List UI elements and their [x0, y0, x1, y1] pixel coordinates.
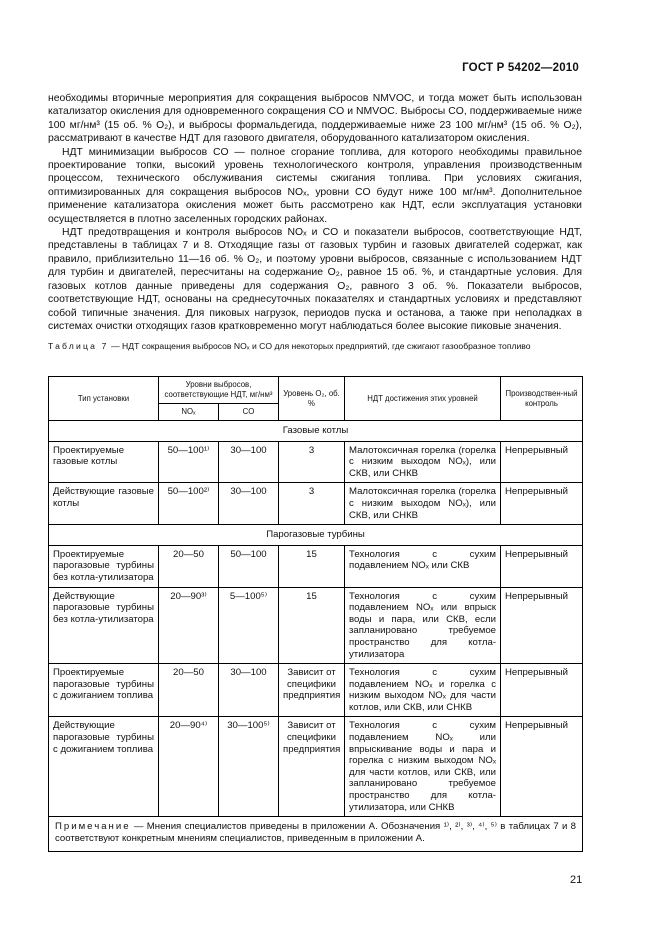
emissions-table	[48, 376, 583, 852]
table-row	[49, 545, 583, 587]
header-o2: Уровень O₂, об. %	[279, 377, 345, 421]
cell-ndt: Технология с сухим подавлением NOₓ и горелка с низким выходом NOₓ для части котлов, или СКВ, или СНКВ	[345, 664, 501, 717]
section-title-boilers: Газовые котлы	[49, 421, 583, 442]
cell-o2: 3	[279, 483, 345, 525]
cell-co: 30—100	[219, 664, 279, 717]
body-text	[48, 92, 582, 333]
cell-nox: 50—100¹⁾	[159, 441, 219, 483]
cell-control: Непрерывный	[501, 664, 583, 717]
cell-ndt: Технология с сухим подавлением NOₓ или впрыскивание воды и пара и горелка с низким выходом NOₓ для части котлов, или СКВ, или запланировано требуемое пространство для котла-утилизатора, или СНКВ	[345, 717, 501, 817]
table-caption-label: Таблица 7	[48, 341, 109, 351]
cell-ndt: Технология с сухим подавлением NOₓ или СКВ	[345, 545, 501, 587]
table-row	[49, 717, 583, 817]
header-type: Тип установки	[49, 377, 159, 421]
cell-co: 30—100	[219, 483, 279, 525]
header-control: Производствен-ный контроль	[501, 377, 583, 421]
cell-co: 50—100	[219, 545, 279, 587]
cell-nox: 20—50	[159, 664, 219, 717]
cell-o2: 15	[279, 545, 345, 587]
cell-control: Непрерывный	[501, 545, 583, 587]
table-caption	[48, 341, 582, 352]
cell-co: 30—100	[219, 441, 279, 483]
cell-o2: Зависит от специфики предприятия	[279, 664, 345, 717]
cell-o2: 15	[279, 587, 345, 664]
cell-nox: 20—90⁴⁾	[159, 717, 219, 817]
cell-co: 30—100⁵⁾	[219, 717, 279, 817]
cell-nox: 50—100²⁾	[159, 483, 219, 525]
header-nox: NOₓ	[159, 404, 219, 421]
cell-co: 5—100⁵⁾	[219, 587, 279, 664]
cell-ndt: Технология с сухим подавлением NOₓ или впрыск воды и пара, или СКВ, если запланировано требуемое пространство для котла-утилизатора	[345, 587, 501, 664]
cell-o2: 3	[279, 441, 345, 483]
table-row	[49, 441, 583, 483]
cell-control: Непрерывный	[501, 441, 583, 483]
table-row	[49, 483, 583, 525]
cell-type: Проектируемые парогазовые турбины с дожиганием топлива	[49, 664, 159, 717]
cell-type: Действующие парогазовые турбины с дожиганием топлива	[49, 717, 159, 817]
cell-type: Проектируемые парогазовые турбины без котла-утилизатора	[49, 545, 159, 587]
note-label: Примечание	[55, 821, 131, 833]
cell-nox: 20—50	[159, 545, 219, 587]
cell-control: Непрерывный	[501, 587, 583, 664]
table-caption-text: — НДТ сокращения выбросов NOₓ и CO для некоторых предприятий, где сжигают газообразное топливо	[111, 341, 531, 351]
table-row	[49, 664, 583, 717]
section-title-turbines: Парогазовые турбины	[49, 525, 583, 546]
paragraph-2: НДТ минимизации выбросов CO — полное сгорание топлива, для которого необходимы правильное проектирование топки, высокий уровень технологического контроля, управления производственным процессом, технического обслуживания системы сжигания топлива. При условиях сжигания, оптимизированных для сокращения выбросов NOₓ, уровни CO будут ниже 100 мг/нм³. Дополнительное применение катализатора окисления может быть рассмотрено как НДТ, если эксплуатация установки осуществляется в плотно заселенных городских районах.	[48, 146, 582, 225]
header-co: CO	[219, 404, 279, 421]
note-text: — Мнения специалистов приведены в приложении А. Обозначения ¹⁾, ²⁾, ³⁾, ⁴⁾, ⁵⁾ в таблицах 7 и 8 соответствуют конкретным мнениям специалистов, приведенным в приложении А.	[55, 821, 576, 845]
cell-nox: 20—90³⁾	[159, 587, 219, 664]
page-number: 21	[570, 874, 583, 886]
paragraph-1: необходимы вторичные мероприятия для сокращения выбросов NMVOC, и тогда может быть использован катализатор окисления для одновременного сокращения CO и NMVOC. Выбросы CO, поддерживаемые ниже 100 мг/нм³ (15 об. % O₂), и выбросы формальдегида, поддерживаемые ниже 23 100 мг/нм³ (15 об. % O₂), рассматривают в качестве НДТ для газового двигателя, оборудованного катализатором окисления.	[48, 93, 582, 145]
header-levels: Уровни выбросов, соответствующие НДТ, мг/нм³	[159, 377, 279, 404]
cell-ndt: Малотоксичная горелка (горелка с низким выходом NOₓ), или СКВ, или СНКВ	[345, 441, 501, 483]
cell-ndt: Малотоксичная горелка (горелка с низким выходом NOₓ), или СКВ, или СНКВ	[345, 483, 501, 525]
table-row	[49, 587, 583, 664]
paragraph-3: НДТ предотвращения и контроля выбросов NOₓ и CO и показатели выбросов, соответствующие НДТ, представлены в таблицах 7 и 8. Отходящие газы от газовых турбин и газовых двигателей содержат, как правило, приблизительно 11—16 об. % O₂, и поэтому уровни выбросов, связанные с использованием НДТ для турбин и двигателей, пересчитаны на содержание O₂, равное 15 об. %, и стандартные условия. Для газовых котлов данные приведены для содержания O₂, равного 3 об. %. Показатели выбросов, соответствующие НДТ, основаны на среднесуточных показателях и стандартных условиях и представляют собой типичные значения. Для пиковых нагрузок, периодов пуска и останова, а также при неполадках в системах очистки отходящих газов кратковременно могут наблюдаться более высокие пиковые значения.	[48, 227, 582, 332]
document-code: ГОСТ Р 54202—2010	[462, 62, 579, 74]
cell-type: Действующие парогазовые турбины без котла-утилизатора	[49, 587, 159, 664]
cell-control: Непрерывный	[501, 483, 583, 525]
cell-type: Проектируемые газовые котлы	[49, 441, 159, 483]
table-note	[49, 817, 583, 852]
cell-o2: Зависит от специфики предприятия	[279, 717, 345, 817]
cell-control: Непрерывный	[501, 717, 583, 817]
header-ndt: НДТ достижения этих уровней	[345, 377, 501, 421]
cell-type: Действующие газовые котлы	[49, 483, 159, 525]
